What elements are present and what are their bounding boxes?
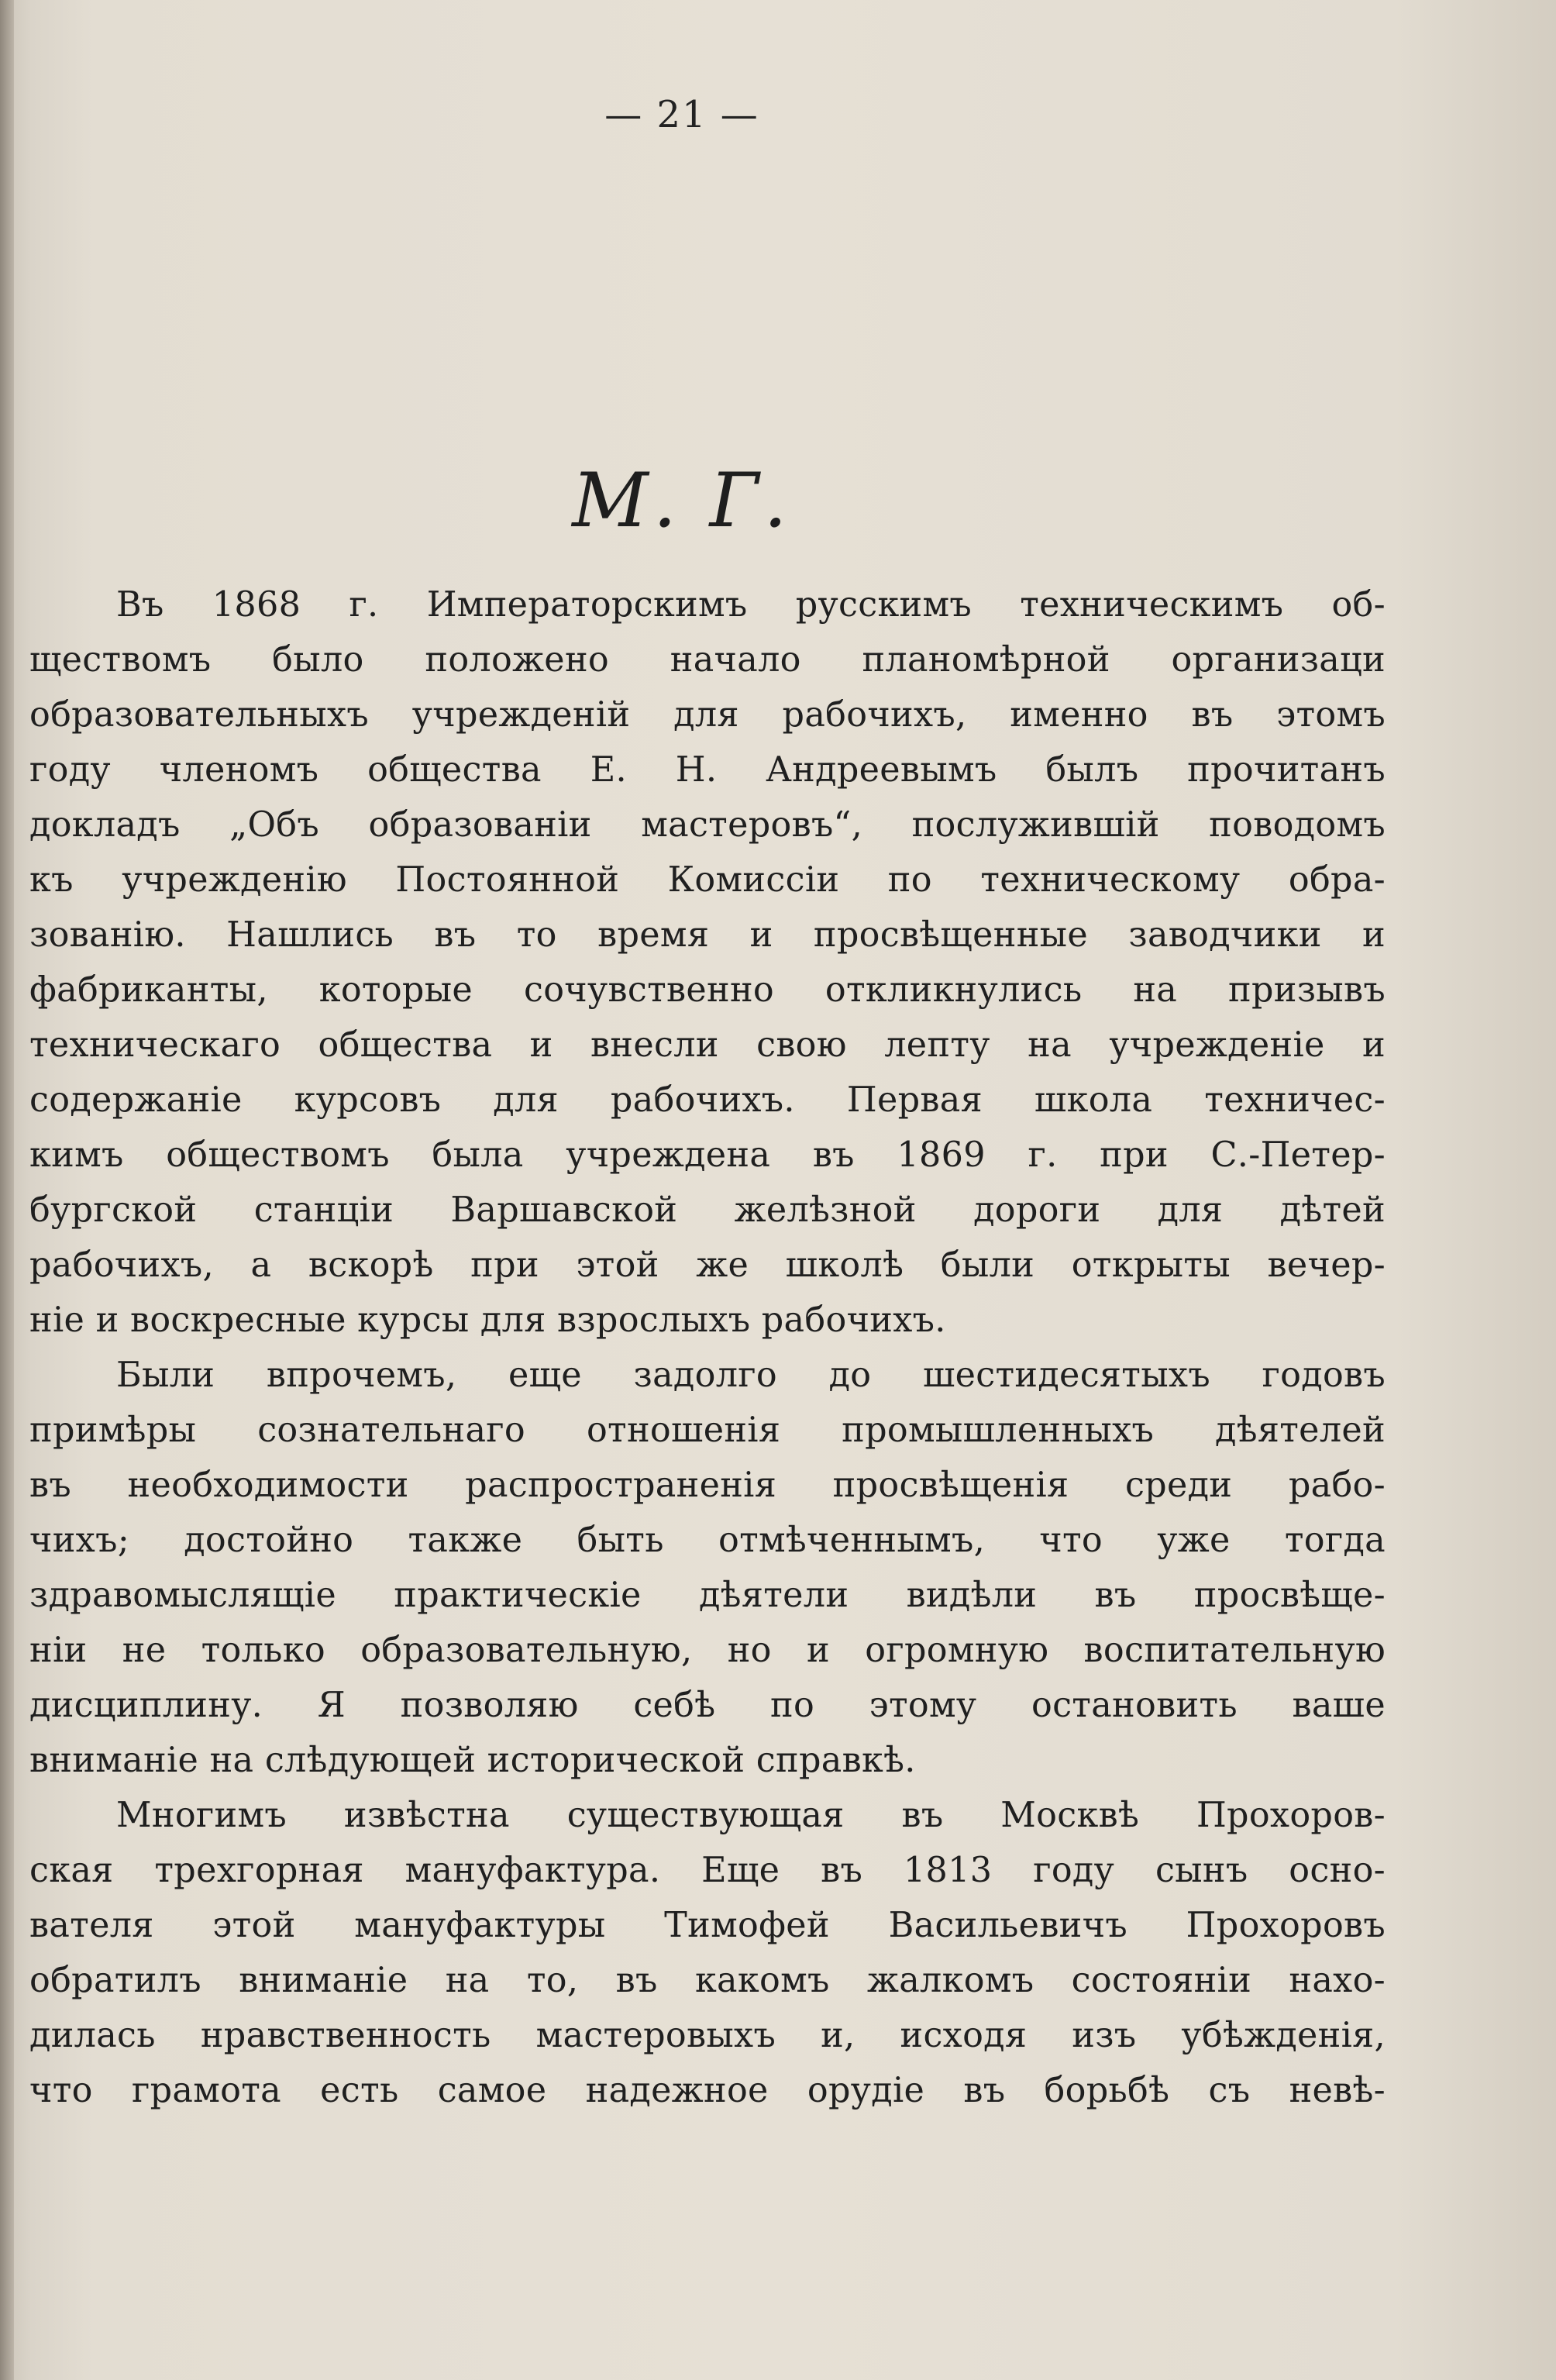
text-line: техническаго общества и внесли свою лепту на учрежденіе и (29, 1025, 1386, 1065)
text-line: дилась нравственность мастеровыхъ и, исходя изъ убѣжденія, (29, 2016, 1386, 2055)
text-line: здравомыслящіе практическіе дѣятели видѣли въ просвѣще- (29, 1576, 1386, 1615)
page-spine-shadow (0, 0, 14, 2380)
text-line: году членомъ общества Е. Н. Андреевымъ былъ прочитанъ (29, 750, 1386, 790)
body-text (29, 577, 1386, 2118)
text-line: Многимъ извѣстна существующая въ Москвѣ Прохоров- (116, 1796, 1386, 1835)
text-line: бургской станціи Варшавской желѣзной дороги для дѣтей (29, 1190, 1386, 1230)
text-line: вниманіе на слѣдующей исторической справкѣ. (29, 1741, 916, 1780)
text-line: Были впрочемъ, еще задолго до шестидесятыхъ годовъ (116, 1355, 1386, 1395)
paragraph-3 (29, 1788, 1386, 2118)
paragraph-2 (29, 1348, 1386, 1788)
text-line: ніи не только образовательную, но и огромную воспитательную (29, 1631, 1386, 1670)
paragraph-1 (29, 577, 1386, 1348)
text-line: кимъ обществомъ была учреждена въ 1869 г. при С.-Петер- (29, 1135, 1386, 1175)
text-line: чихъ; достойно также быть отмѣченнымъ, что уже тогда (29, 1521, 1386, 1560)
text-line: ская трехгорная мануфактура. Еще въ 1813 году сынъ осно- (29, 1851, 1386, 1890)
text-line: ществомъ было положено начало планомѣрной организаци (29, 640, 1386, 680)
text-line: вателя этой мануфактуры Тимофей Васильевичъ Прохоровъ (29, 1906, 1386, 1945)
text-line: обратилъ вниманіе на то, въ какомъ жалкомъ состояніи нахо- (29, 1961, 1386, 2000)
text-line: дисциплину. Я позволяю себѣ по этому остановить ваше (29, 1686, 1386, 1725)
text-line: ніе и воскресные курсы для взрослыхъ рабочихъ. (29, 1300, 946, 1340)
text-line: что грамота есть самое надежное орудіе въ борьбѣ съ невѣ- (29, 2071, 1386, 2110)
text-line: образовательныхъ учрежденій для рабочихъ, именно въ этомъ (29, 695, 1386, 735)
page-number: — 21 — (604, 93, 759, 136)
text-line: примѣры сознательнаго отношенія промышленныхъ дѣятелей (29, 1410, 1386, 1450)
text-line: Въ 1868 г. Императорскимъ русскимъ техническимъ об- (116, 585, 1386, 625)
text-line: содержаніе курсовъ для рабочихъ. Первая школа техничес- (29, 1080, 1386, 1120)
text-line: фабриканты, которые сочувственно откликнулись на призывъ (29, 970, 1386, 1010)
text-line: докладъ „Объ образованіи мастеровъ“, послужившій поводомъ (29, 805, 1386, 845)
text-line: въ необходимости распространенія просвѣщенія среди рабо- (29, 1466, 1386, 1505)
text-line: рабочихъ, а вскорѣ при этой же школѣ были открыты вечер- (29, 1245, 1386, 1285)
text-line: зованію. Нашлись въ то время и просвѣщенные заводчики и (29, 915, 1386, 955)
salutation-heading: М. Г. (572, 457, 792, 544)
text-line: къ учрежденію Постоянной Комиссіи по техническому обра- (29, 860, 1386, 900)
